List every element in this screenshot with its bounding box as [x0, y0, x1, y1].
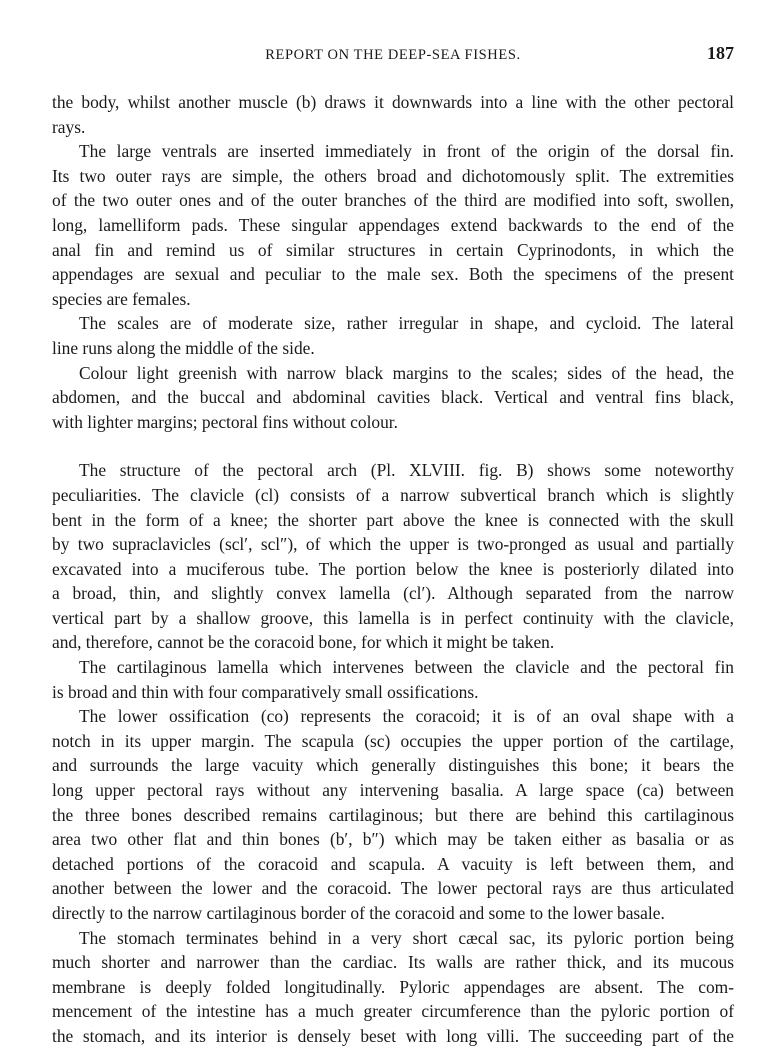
paragraph — [52, 458, 734, 655]
text-line: the three bones described remains cartilaginous; but there are behind this cartilaginous — [52, 804, 734, 825]
text-line: The cartilaginous lamella which intervenes between the clavicle and the pectoral fin — [79, 657, 734, 678]
text-line: The large ventrals are inserted immediately in front of the origin of the dorsal fin. — [79, 141, 734, 162]
text-line: the stomach, and its interior is densely beset with long villi. The succeeding part of the — [52, 1025, 734, 1046]
text-line: anal fin and remind us of similar structures in certain Cyprinodonts, in which the — [52, 239, 734, 260]
text-line: of the two outer ones and of the outer branches of the third are modified into soft, swollen, — [52, 190, 734, 211]
text-line: line runs along the middle of the side. — [52, 337, 315, 358]
text-line: area two other flat and thin bones (b′, b″) which may be taken either as basalia or as — [52, 829, 734, 850]
section-gap — [52, 434, 734, 458]
text-line: The structure of the pectoral arch (Pl. XLVIII. fig. B) shows some noteworthy — [79, 460, 734, 481]
text-line: Colour light greenish with narrow black margins to the scales; sides of the head, the — [79, 362, 734, 383]
text-line: The scales are of moderate size, rather irregular in shape, and cycloid. The lateral — [79, 313, 734, 334]
text-line: and, therefore, cannot be the coracoid bone, for which it might be taken. — [52, 632, 555, 653]
text-line: much shorter and narrower than the cardiac. Its walls are rather thick, and its mucous — [52, 952, 734, 973]
paragraph — [52, 926, 734, 1049]
paragraph — [52, 704, 734, 925]
text-line: Its two outer rays are simple, the others broad and dichotomously split. The extremities — [52, 165, 734, 186]
text-line: vertical part by a shallow groove, this lamella is in perfect continuity with the clavicle, — [52, 607, 734, 628]
paragraph — [52, 90, 734, 139]
text-line: species are females. — [52, 288, 191, 309]
text-line: membrane is deeply folded longitudinally. Pyloric appendages are absent. The com- — [52, 976, 734, 997]
text-line: another between the lower and the coracoid. The lower pectoral rays are thus articulated — [52, 878, 734, 899]
text-line: a broad, thin, and slightly convex lamella (cl′). Although separated from the narrow — [52, 583, 734, 604]
text-line: the body, whilst another muscle (b) draws it downwards into a line with the other pectoral — [52, 92, 734, 112]
text-line: bent in the form of a knee; the shorter part above the knee is connected with the skull — [52, 509, 734, 530]
text-line: is broad and thin with four comparatively small ossifications. — [52, 681, 479, 702]
text-line: notch in its upper margin. The scapula (sc) occupies the upper portion of the cartilage, — [52, 730, 734, 751]
paragraph — [52, 139, 734, 311]
body-text — [52, 90, 734, 1049]
text-line: appendages are sexual and peculiar to the male sex. Both the specimens of the present — [52, 264, 734, 285]
text-line: directly to the narrow cartilaginous border of the coracoid and some to the lower basale. — [52, 903, 665, 923]
text-line: and surrounds the large vacuity which generally distinguishes this bone; it bears the — [52, 755, 734, 776]
text-line: peculiarities. The clavicle (cl) consists of a narrow subvertical branch which is slightly — [52, 484, 734, 505]
page-number: 187 — [707, 43, 734, 63]
text-line: The lower ossification (co) represents the coracoid; it is of an oval shape with a — [79, 706, 734, 727]
text-line: mencement of the intestine has a much greater circumference than the pyloric portion of — [52, 1001, 734, 1022]
text-line: The stomach terminates behind in a very short cæcal sac, its pyloric portion being — [79, 927, 734, 948]
text-line: by two supraclavicles (scl′, scl″), of which the upper is two-pronged as usual and partially — [52, 534, 734, 555]
page-header — [52, 43, 734, 67]
text-line: detached portions of the coracoid and scapula. A vacuity is left between them, and — [52, 853, 734, 874]
text-line: long upper pectoral rays without any intervening basalia. A large space (ca) between — [52, 780, 734, 801]
text-line: abdomen, and the buccal and abdominal cavities black. Vertical and ventral fins black, — [52, 387, 734, 408]
paragraph — [52, 311, 734, 360]
text-line: rays. — [52, 116, 86, 137]
paragraph — [52, 361, 734, 435]
text-line: long, lamelliform pads. These singular appendages extend backwards to the end of the — [52, 214, 734, 235]
running-title: REPORT ON THE DEEP-SEA FISHES. — [265, 47, 521, 63]
text-line: with lighter margins; pectoral fins without colour. — [52, 411, 398, 432]
paragraph — [52, 655, 734, 704]
text-line: excavated into a muciferous tube. The portion below the knee is posteriorly dilated into — [52, 558, 734, 579]
